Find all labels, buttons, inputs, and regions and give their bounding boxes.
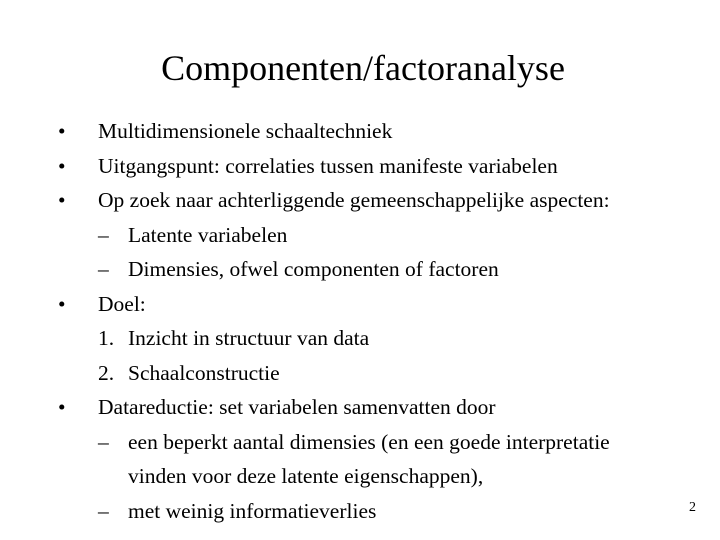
sub-item-text: Latente variabelen [128,222,288,247]
dash-marker: – [98,257,109,281]
bullet-text: Op zoek naar achterliggende gemeenschappelijke aspecten: [98,188,610,212]
dash-marker: – [98,429,109,454]
dash-marker: – [98,222,109,247]
sub-item [52,254,692,289]
bullet-marker: • [58,153,66,178]
bullet-text: Uitgangspunt: correlaties tussen manifeste variabelen [98,153,558,178]
sub-item [52,427,692,462]
bullet-item [52,185,692,220]
number-marker: 1. [98,326,115,350]
bullet-marker: • [58,291,66,316]
bullet-marker: • [58,395,66,419]
bullet-marker: • [58,119,66,143]
sub-item-text: met weinig informatieverlies [128,498,377,523]
bullet-item [52,289,692,324]
numbered-item-text: Schaalconstructie [128,360,280,385]
dash-marker: – [98,498,109,523]
page-number: 2 [689,500,696,515]
numbered-item [52,358,692,393]
numbered-item [52,323,692,358]
bullet-item [52,392,692,427]
sub-item-text: Dimensies, ofwel componenten of factoren [128,257,499,281]
number-marker: 2. [98,360,115,385]
sub-item-continuation [52,461,692,496]
bullet-text: Datareductie: set variabelen samenvatten door [98,395,496,419]
bullet-item [52,151,692,186]
bullet-item [52,116,692,151]
slide-body [52,116,692,530]
bullet-text: Multidimensionele schaaltechniek [98,119,393,143]
numbered-item-text: Inzicht in structuur van data [128,326,370,350]
bullet-marker: • [58,188,66,212]
bullet-text: Doel: [98,291,146,316]
slide-title: Componenten/factoranalyse [161,48,565,88]
sub-item-text: vinden voor deze latente eigenschappen), [128,464,484,488]
sub-item-text: een beperkt aantal dimensies (en een goede interpretatie [128,429,610,454]
sub-item [52,496,692,531]
sub-item [52,220,692,255]
